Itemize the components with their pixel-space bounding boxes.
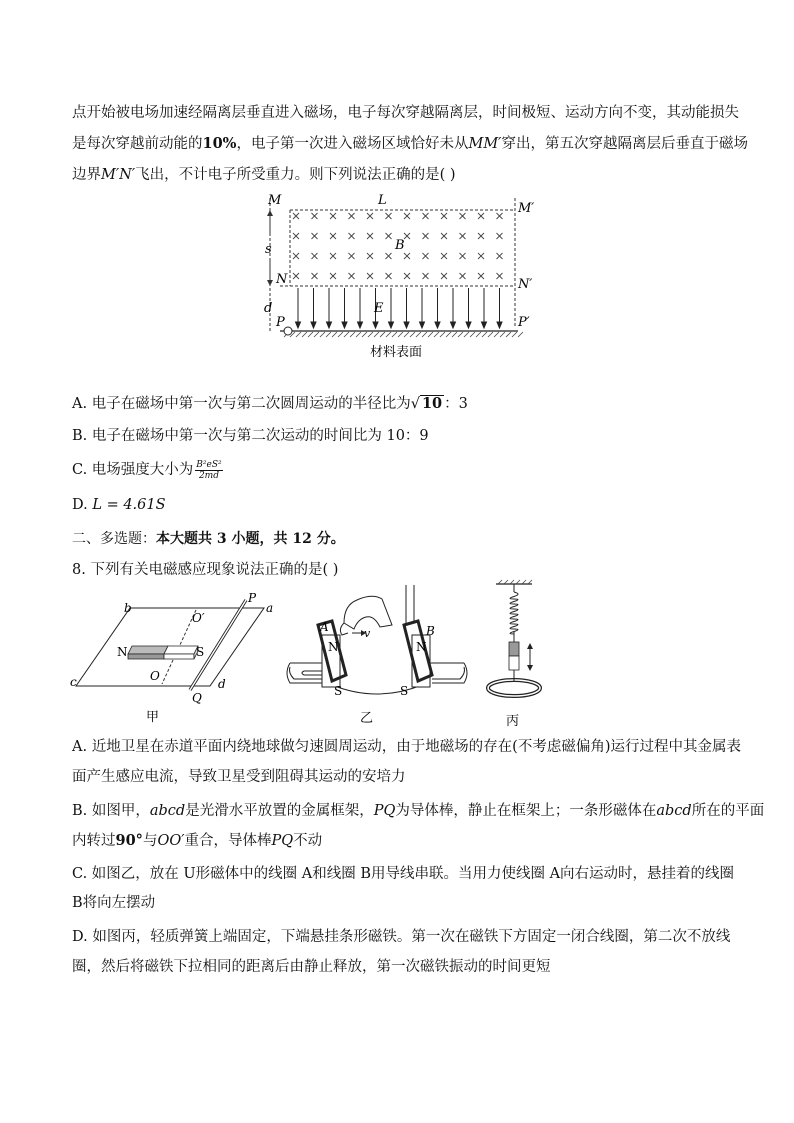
- q8-option-d-line2: 圈，然后将磁铁下拉相同的距离后由静止释放，第一次磁铁振动的时间更短: [72, 959, 551, 975]
- field-cross: [312, 233, 318, 239]
- q8-figure-yi: [282, 585, 472, 727]
- hatch-line: [404, 332, 409, 337]
- hatch-line: [344, 332, 349, 337]
- field-arrowhead: [373, 322, 378, 328]
- hatch-line: [452, 332, 457, 337]
- q8-option-c-line1: C. 如图乙，放在 U形磁体中的线圈 A和线圈 B用导线串联。当用力使线圈 A向右运动时，悬挂着的线圈: [72, 866, 735, 882]
- field-cross: [386, 253, 392, 259]
- field-cross: [312, 213, 318, 219]
- field-cross: [404, 253, 410, 259]
- field-arrowhead: [389, 322, 394, 328]
- hatch-line: [362, 332, 367, 337]
- field-cross: [386, 233, 392, 239]
- field-arrowhead: [435, 322, 440, 328]
- q8-option-c-line2: B将向左摆动: [72, 895, 156, 911]
- field-cross: [460, 253, 466, 259]
- hatch-line: [518, 332, 523, 337]
- field-cross: [293, 233, 299, 239]
- field-cross: [404, 213, 410, 219]
- field-cross: [349, 233, 355, 239]
- label-E: E: [374, 301, 384, 316]
- field-cross: [423, 253, 429, 259]
- hatch-line: [440, 332, 445, 337]
- svg-text:S: S: [334, 684, 343, 698]
- field-arrowhead: [296, 322, 301, 328]
- hatch-line: [350, 332, 355, 337]
- hatch-line: [422, 332, 427, 337]
- hatch-line: [416, 332, 421, 337]
- label-P: P: [276, 315, 285, 330]
- field-cross: [478, 253, 484, 259]
- field-cross: [497, 273, 503, 279]
- field-cross: [441, 253, 447, 259]
- field-cross: [441, 233, 447, 239]
- hatch-line: [320, 332, 325, 337]
- svg-text:O: O: [150, 669, 160, 683]
- field-cross: [386, 273, 392, 279]
- field-arrowhead: [420, 322, 425, 328]
- q8-option-b-line2: 内转过90°与OO′重合，导体棒PQ不动: [72, 832, 323, 849]
- svg-text:v: v: [364, 627, 371, 640]
- q8-option-a-line2: 面产生感应电流，导致卫星受到阻碍其运动的安培力: [72, 769, 406, 785]
- field-arrowhead: [466, 322, 471, 328]
- svg-text:c: c: [70, 675, 77, 689]
- hatch-line: [302, 332, 307, 337]
- hatch-line: [380, 332, 385, 337]
- hatch-line: [368, 332, 373, 337]
- svg-text:a: a: [266, 601, 274, 615]
- spring: [510, 592, 518, 634]
- field-cross: [404, 273, 410, 279]
- field-cross: [460, 233, 466, 239]
- hatch-line: [488, 332, 493, 337]
- field-cross: [497, 233, 503, 239]
- section2-title: 二、多选题：本大题共 3 小题，共 12 分。: [72, 531, 345, 547]
- svg-text:S: S: [196, 645, 205, 659]
- label-M: M: [268, 193, 282, 208]
- field-cross: [404, 233, 410, 239]
- q7-option-b: B. 电子在磁场中第一次与第二次运动的时间比为 10：9: [72, 428, 429, 444]
- hatch-line: [482, 332, 487, 337]
- field-cross: [330, 213, 336, 219]
- q8-figure-bing: [478, 578, 558, 728]
- field-cross: [478, 213, 484, 219]
- hatch-line: [296, 332, 301, 337]
- field-cross: [293, 253, 299, 259]
- svg-text:O′: O′: [192, 611, 205, 625]
- electric-field-arrows: [296, 288, 503, 328]
- label-N-prime: N′: [518, 277, 533, 292]
- label-P-prime: P′: [518, 315, 530, 330]
- svg-text:d: d: [218, 677, 226, 691]
- q8-option-a-line1: A. 近地卫星在赤道平面内绕地球做匀速圆周运动，由于地磁场的存在(不考虑磁偏角)运行过程中其金属表: [72, 739, 741, 755]
- hatch-line: [314, 332, 319, 337]
- hatch-line: [512, 332, 517, 337]
- hatch-line: [470, 332, 475, 337]
- field-cross: [330, 253, 336, 259]
- label-d: d: [264, 301, 273, 316]
- hatch-line: [338, 332, 343, 337]
- hatch-line: [500, 332, 505, 337]
- hatch-line: [410, 332, 415, 337]
- field-cross: [478, 233, 484, 239]
- field-arrowhead: [327, 322, 332, 328]
- field-arrowhead: [342, 322, 347, 328]
- field-cross: [349, 213, 355, 219]
- field-cross: [367, 253, 373, 259]
- q8-option-b-line1: B. 如图甲，abcd是光滑水平放置的金属框架，PQ为导体棒，静止在框架上；一条形磁体在abcd所在的平面: [72, 803, 765, 819]
- svg-text:N: N: [117, 645, 128, 659]
- field-cross: [460, 273, 466, 279]
- field-cross: [423, 273, 429, 279]
- label-B: B: [395, 238, 405, 253]
- field-cross: [441, 213, 447, 219]
- hatch-line: [326, 332, 331, 337]
- field-cross: [460, 213, 466, 219]
- field-arrowhead: [311, 322, 316, 328]
- hatch-line: [386, 332, 391, 337]
- field-cross: [312, 273, 318, 279]
- hatch-line: [374, 332, 379, 337]
- field-cross: [367, 273, 373, 279]
- field-cross: [441, 273, 447, 279]
- q7-option-a: A. 电子在磁场中第一次与第二次圆周运动的半径比为√ 10 ：3: [72, 395, 468, 412]
- field-cross: [330, 233, 336, 239]
- field-cross: [330, 273, 336, 279]
- svg-text:N: N: [416, 640, 427, 654]
- field-arrowhead: [482, 322, 487, 328]
- field-cross: [349, 273, 355, 279]
- spring-coil: [510, 592, 518, 634]
- label-L: L: [378, 193, 387, 208]
- field-cross: [497, 213, 503, 219]
- caption-jia: 甲: [146, 710, 160, 725]
- svg-text:B: B: [426, 624, 435, 638]
- field-arrowhead: [451, 322, 456, 328]
- hatch-line: [464, 332, 469, 337]
- hatch-line: [506, 332, 511, 337]
- material-surface-hatch: [284, 332, 523, 337]
- q7-stem-line1: 点开始被电场加速经隔离层垂直进入磁场，电子每次穿越隔离层，时间极短、运动方向不变，其动能损失: [72, 105, 739, 121]
- hatch-line: [308, 332, 313, 337]
- svg-text:A: A: [320, 620, 329, 634]
- svg-text:N: N: [328, 640, 339, 654]
- hatch-line: [476, 332, 481, 337]
- hatch-line: [332, 332, 337, 337]
- hatch-line: [458, 332, 463, 337]
- field-arrowhead: [358, 322, 363, 328]
- bar-magnet: [128, 646, 198, 659]
- field-cross: [312, 253, 318, 259]
- figure-caption: 材料表面: [370, 345, 423, 360]
- q7-option-c: C. 电场强度大小为 $\frac{\text{B²eS²}}{2md}$: [72, 459, 222, 481]
- label-M-prime: M′: [518, 201, 535, 216]
- q7-stem-line2: 是每次穿越前动能的10%，电子第一次进入磁场区域恰好未从MM′穿出，第五次穿越隔离层后垂直于磁场: [72, 135, 748, 152]
- svg-text:Q: Q: [192, 691, 202, 705]
- svg-text:S: S: [400, 684, 409, 698]
- field-cross: [497, 253, 503, 259]
- q8-figure-jia: [68, 588, 283, 726]
- q8-stem: 8. 下列有关电磁感应现象说法正确的是( ): [72, 562, 339, 578]
- field-cross: [386, 213, 392, 219]
- hatch-line: [434, 332, 439, 337]
- field-cross: [367, 213, 373, 219]
- hatch-line: [428, 332, 433, 337]
- label-s: s: [265, 242, 272, 257]
- field-cross: [367, 233, 373, 239]
- field-arrowhead: [404, 322, 409, 328]
- q7-stem-line3: 边界M′N′飞出，不计电子所受重力。则下列说法正确的是( ): [72, 167, 456, 183]
- caption-bing: 丙: [506, 714, 520, 728]
- svg-text:b: b: [124, 601, 132, 615]
- q7-option-d: D. L = 4.61S: [72, 497, 166, 513]
- hatch-line: [356, 332, 361, 337]
- field-cross: [293, 273, 299, 279]
- caption-yi: 乙: [360, 711, 374, 726]
- label-N: N: [276, 272, 288, 287]
- field-cross: [423, 233, 429, 239]
- field-cross: [293, 213, 299, 219]
- svg-text:P: P: [248, 591, 257, 605]
- hatch-line: [398, 332, 403, 337]
- q8-option-d-line1: D. 如图丙，轻质弹簧上端固定，下端悬挂条形磁铁。第一次在磁铁下方固定一闭合线圈，第二次不放线: [72, 929, 731, 945]
- field-cross: [423, 213, 429, 219]
- hatch-line: [494, 332, 499, 337]
- hatch-line: [446, 332, 451, 337]
- field-cross: [478, 273, 484, 279]
- field-cross: [349, 253, 355, 259]
- q7-field-figure: [250, 188, 550, 363]
- hatch-line: [392, 332, 397, 337]
- field-arrowhead: [497, 322, 502, 328]
